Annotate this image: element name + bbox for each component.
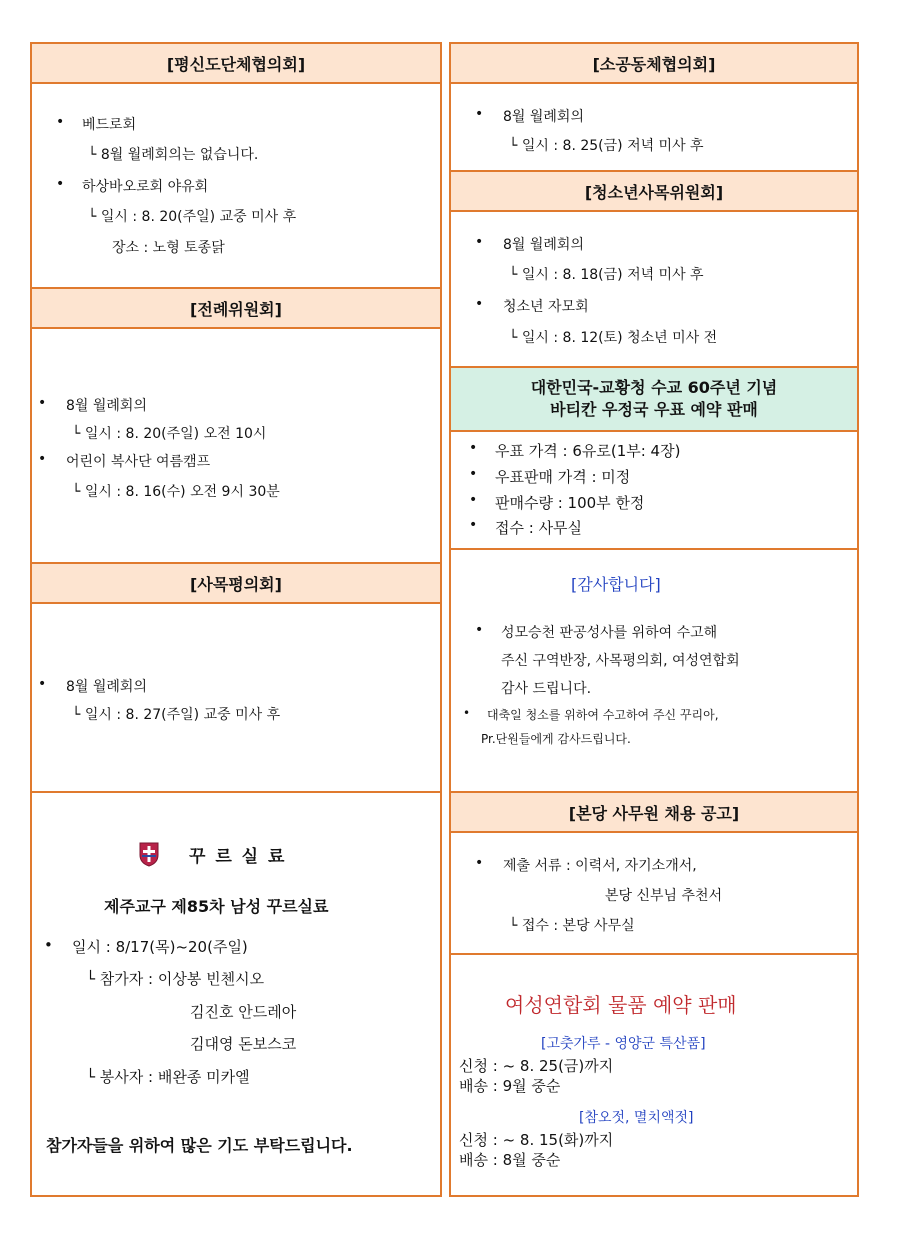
item-text: 청소년 자모회 [503,299,589,315]
section-title: [전례위원회] [32,289,440,329]
section-title: [사목평의회] [32,564,440,604]
item-detail: 장소 : 노형 토종닭 [112,240,225,256]
section-small-community [451,44,857,170]
thanks-text: Pr.단원들에게 감사드립니다. [481,732,631,746]
volunteer-line: └ 봉사자 : 배완종 미카엘 [86,1068,250,1086]
thanks-text: 주신 구역반장, 사목평의회, 여성연합회 [501,653,740,669]
cursillo-heading: 꾸 르 실 료 [189,847,287,867]
bullet: • [469,492,478,508]
section-thanks [451,548,857,791]
section-pastoral-council [32,562,440,791]
stamp-reception: 접수 : 사무실 [495,519,583,537]
item-detail: └ 일시 : 8. 16(수) 오전 9시 30분 [72,484,280,500]
item-detail: └ 일시 : 8. 27(주일) 교중 미사 후 [72,707,281,723]
bullet: • [475,234,484,250]
item-detail: └ 일시 : 8. 25(금) 저녁 미사 후 [509,138,704,154]
thanks-title: [감사합니다] [571,575,661,594]
women-sale-title: 여성연합회 물품 예약 판매 [505,993,737,1017]
bullet: • [56,176,65,192]
section-cursillo [32,791,440,1195]
participant-name: 김진호 안드레아 [190,1003,297,1021]
cursillo-date: 일시 : 8/17(목)~20(주일) [72,938,248,956]
right-column [449,42,859,1197]
bullet: • [56,114,65,130]
bullet: • [469,517,478,533]
section-youth-ministry [451,170,857,366]
item-detail: └ 일시 : 8. 20(주일) 교중 미사 후 [88,209,297,225]
item-text: 어린이 복사단 여름캠프 [66,454,211,470]
stamp-sale-price: 우표판매 가격 : 미정 [495,468,631,486]
stamp-title-line1: 대한민국-교황청 수교 60주년 기념 [530,378,778,397]
bullet: • [38,451,47,467]
section-liturgy [32,287,440,562]
section-women-sale [451,953,857,1195]
stamp-quantity: 판매수량 : 100부 한정 [495,494,645,512]
ship-line: 배송 : 9월 중순 [459,1077,561,1095]
bullet: • [475,622,484,638]
item-text: 본당 신부님 추천서 [605,888,723,904]
bullet: • [469,466,478,482]
bullet: • [469,440,478,456]
section-title: [본당 사무원 채용 공고] [451,793,857,833]
section-title: [청소년사목위원회] [451,172,857,212]
item-text: 8월 월례회의 [503,237,584,253]
bullet: • [44,936,53,954]
bullet: • [38,676,47,692]
item-text: 8월 월례회의 [503,109,584,125]
cursillo-logo-icon [138,841,160,871]
section-title [451,368,857,432]
bullet: • [463,706,471,720]
item-detail: └ 일시 : 8. 12(토) 청소년 미사 전 [509,330,718,346]
cursillo-closing: 참가자들을 위하여 많은 기도 부탁드립니다. [46,1136,353,1155]
item-text: 8월 월례회의 [66,679,147,695]
product-heading: [고춧가루 - 영양군 특산품] [541,1036,706,1052]
item-detail: └ 접수 : 본당 사무실 [509,918,635,934]
stamp-title-line2: 바티칸 우정국 우표 예약 판매 [550,400,758,419]
section-lay-council [32,44,440,287]
bullet: • [475,106,484,122]
product-heading: [참오젓, 멸치액젓] [579,1110,694,1126]
left-column [30,42,442,1197]
item-detail: └ 일시 : 8. 18(금) 저녁 미사 후 [509,267,704,283]
section-title: [소공동체협의회] [451,44,857,84]
participant-line: └ 참가자 : 이상봉 빈첸시오 [86,970,265,988]
bullet: • [38,395,47,411]
thanks-text: 성모승천 판공성사를 위하여 수고해 [501,625,718,641]
thanks-text: 감사 드립니다. [501,681,592,697]
item-detail: └ 일시 : 8. 20(주일) 오전 10시 [72,426,267,442]
item-text: 하상바오로회 야유회 [82,179,209,195]
item-text: 베드로회 [82,117,137,133]
thanks-text: 대축일 청소를 위하여 수고하여 주신 꾸리아, [487,708,719,722]
item-text: 제출 서류 : 이력서, 자기소개서, [503,858,697,874]
apply-line: 신청 : ~ 8. 25(금)까지 [459,1057,614,1075]
bullet: • [475,855,484,871]
section-stamp-sale [451,366,857,548]
cursillo-subtitle: 제주교구 제85차 남성 꾸르실료 [104,897,329,916]
section-staff-recruit [451,791,857,953]
ship-line: 배송 : 8월 중순 [459,1151,561,1169]
stamp-price: 우표 가격 : 6유로(1부: 4장) [495,442,681,460]
apply-line: 신청 : ~ 8. 15(화)까지 [459,1131,614,1149]
bullet: • [475,296,484,312]
item-detail: └ 8월 월례회의는 없습니다. [88,147,259,163]
participant-name: 김대영 돈보스코 [190,1035,297,1053]
section-title: [평신도단체협의회] [32,44,440,84]
item-text: 8월 월례회의 [66,398,147,414]
